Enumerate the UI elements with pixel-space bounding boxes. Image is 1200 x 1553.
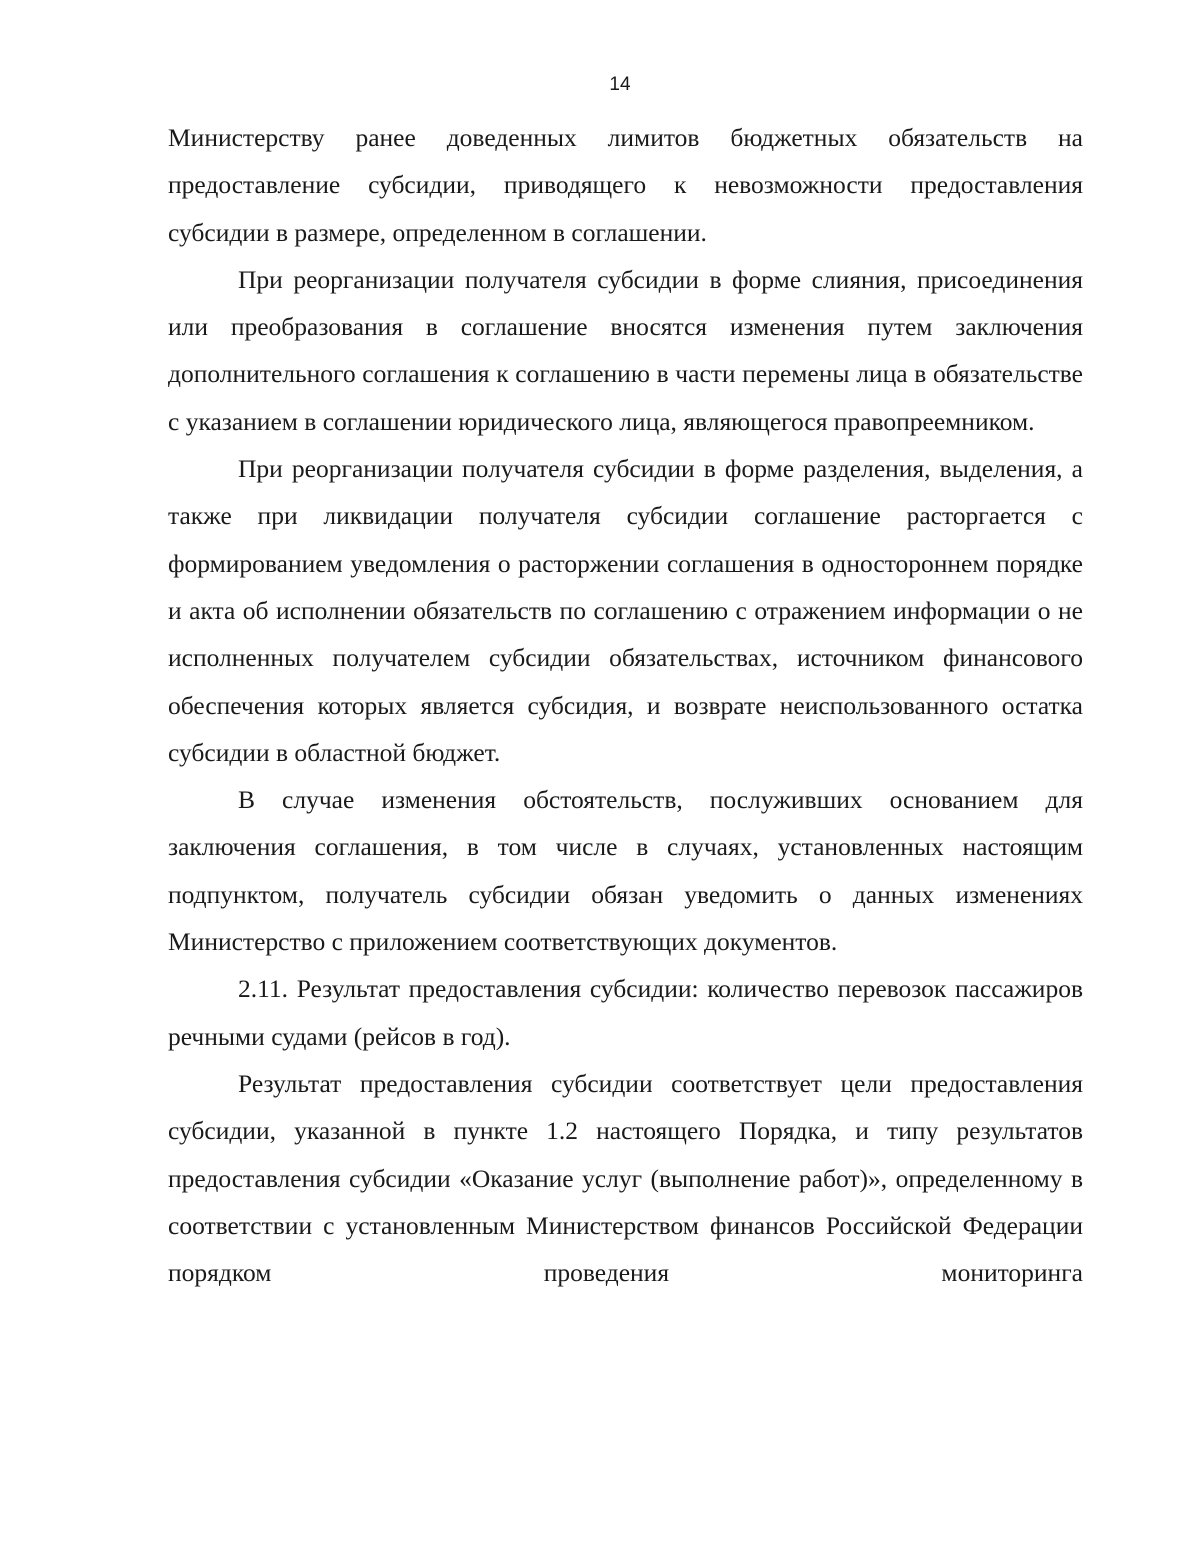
paragraph-subsidy-result: 2.11. Результат предоставления субсидии: количество перевозок пассажиров речными судами (рейсов в год). <box>168 974 1083 1051</box>
paragraph-continuation: Министерству ранее доведенных лимитов бюджетных обязательств на предоставление субсидии, приводящего к невозможности предоставления субсидии в размере, определенном в соглашении. <box>168 123 1083 247</box>
document-body <box>168 114 1083 1296</box>
paragraph-reorganization-division: При реорганизации получателя субсидии в форме разделения, выделения, а также при ликвидации получателя субсидии соглашение расторгается с формированием уведомления о расторжении соглашения в одностороннем порядке и акта об исполнении обязательств по соглашению с отражением информации о не исполненных получателем субсидии обязательствах, источником финансового обеспечения которых является субсидия, и возврате неиспользованного остатка субсидии в областной бюджет. <box>168 454 1083 767</box>
page-number: 14 <box>609 74 631 95</box>
paragraph-reorganization-merger: При реорганизации получателя субсидии в форме слияния, присоединения или преобразования в соглашение вносятся изменения путем заключения дополнительного соглашения к соглашению в части перемены лица в обязательстве с указанием в соглашении юридического лица, являющегося правопреемником. <box>168 264 1083 436</box>
paragraph-result-correspondence: Результат предоставления субсидии соответствует цели предоставления субсидии, указанной в пункте 1.2 настоящего Порядка, и типу результатов предоставления субсидии «Оказание услуг (выполнение работ)», определенному в соответствии с установленным Министерством финансов Российской Федерации порядком проведения мониторинга <box>168 1068 1083 1288</box>
paragraph-circumstances-change: В случае изменения обстоятельств, послуживших основанием для заключения соглашения, в том числе в случаях, установленных настоящим подпунктом, получатель субсидии обязан уведомить о данных изменениях Министерство с приложением соответствующих документов. <box>168 785 1083 957</box>
